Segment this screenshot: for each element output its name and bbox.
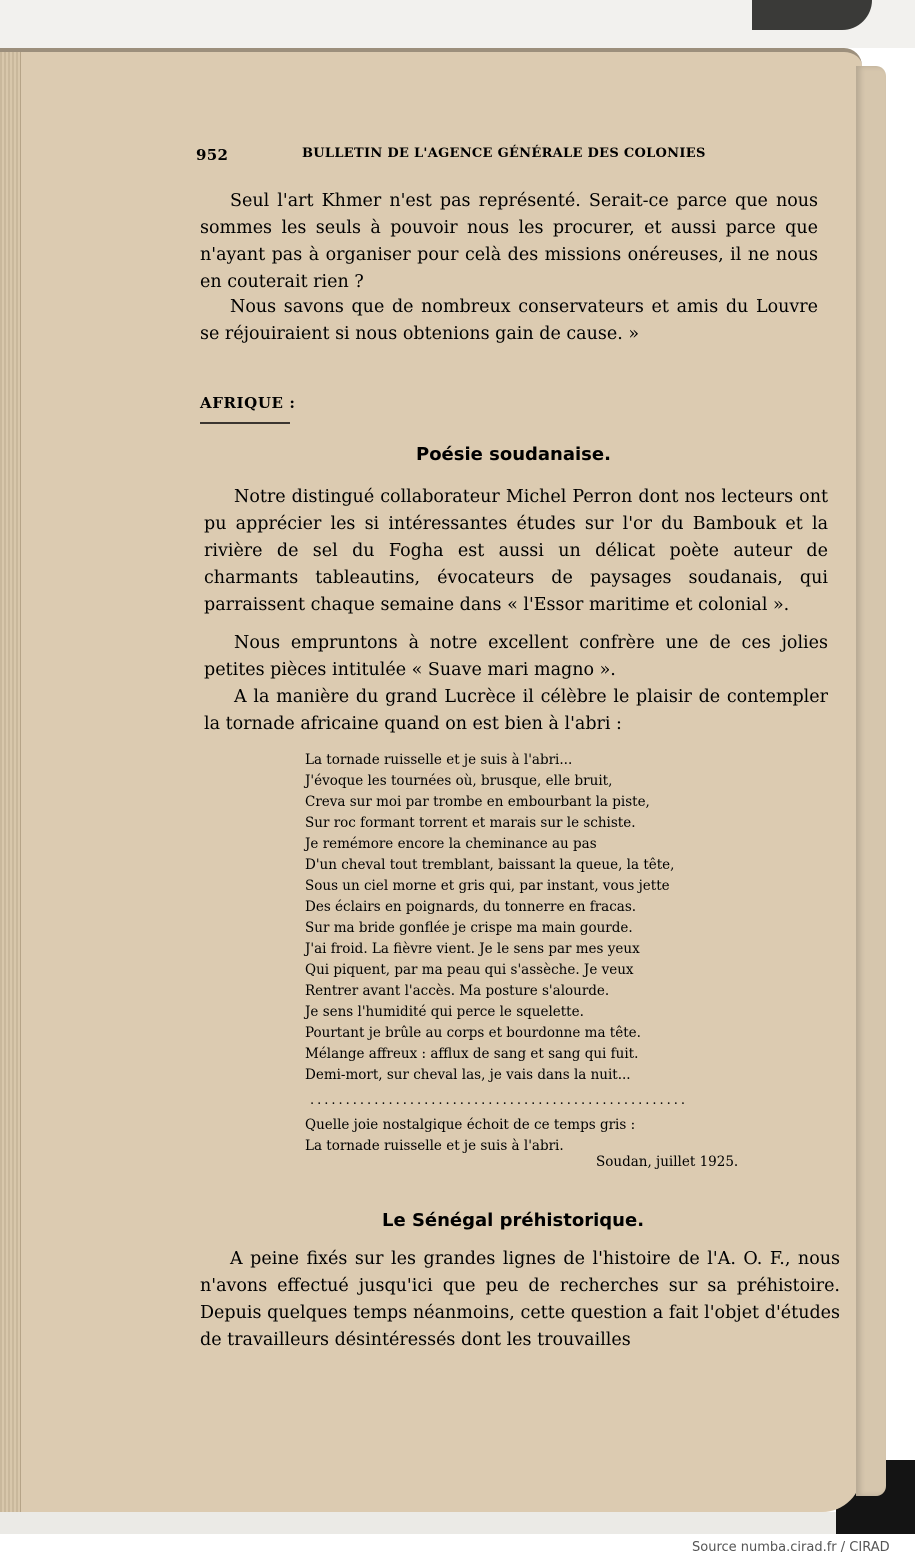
article-title-senegal: Le Sénégal préhistorique. [382,1210,645,1231]
intro-paragraph-2: Nous savons que de nombreux conservateurs et amis du Louvre se réjouiraient si nous obtenions gain de cause. » [200,297,818,344]
article1-paragraph-3: A la manière du grand Lucrèce il célèbre le plaisir de contempler la tornade africaine quand on est bien à l'abri : [204,687,828,734]
intro-paragraph-1: Seul l'art Khmer n'est pas représenté. Serait-ce parce que nous sommes les seuls à pouvoir nous les procurer, et aussi parce que n'ayant pas à organiser pour celà des missions onéreuses, il ne nous en couterait rien ? [200,191,818,292]
poem-ellipsis-row: ..................................................... [310,1093,689,1108]
poem-closing-line: Quelle joie nostalgique échoit de ce temps gris : [305,1117,636,1133]
article2-paragraph: A peine fixés sur les grandes lignes de l'histoire de l'A. O. F., nous n'avons effectué jusqu'ici que peu de recherches sur sa préhistoire. Depuis quelques temps néanmoins, cette question a fait l'objet d'études de travailleurs désintéressés dont les trouvailles [200,1249,840,1350]
poem-line: Des éclairs en poignards, du tonnerre en fracas. [305,899,637,915]
poem-line: La tornade ruisselle et je suis à l'abri... [305,752,573,768]
poem-line: Rentrer avant l'accès. Ma posture s'alourde. [305,983,610,999]
poem-line: J'évoque les tournées où, brusque, elle bruit, [305,773,613,789]
poem-closing-line: La tornade ruisselle et je suis à l'abri. [305,1138,564,1154]
poem-line: J'ai froid. La fièvre vient. Je le sens par mes yeux [305,941,640,957]
poem-signature: Soudan, juillet 1925. [596,1154,739,1170]
page-number: 952 [196,146,229,164]
page-curl [856,66,886,1496]
scan-background-bottom [0,1512,915,1534]
section-underline [200,422,290,424]
article1-paragraph-1: Notre distingué collaborateur Michel Perron dont nos lecteurs ont pu apprécier les si intéressantes études sur l'or du Bambouk et la rivière de sel du Fogha est aussi un délicat poète auteur de charmants tableautins, évocateurs de paysages soudanais, qui parraissent chaque semaine dans « l'Essor maritime et colonial ». [204,487,828,615]
poem-line: Creva sur moi par trombe en embourbant la piste, [305,794,650,810]
poem-line: Pourtant je brûle au corps et bourdonne ma tête. [305,1025,641,1041]
article-title-poesie: Poésie soudanaise. [416,444,611,465]
book-cover-top [752,0,872,30]
poem-line: Mélange affreux : afflux de sang et sang qui fuit. [305,1046,639,1062]
source-caption: Source numba.cirad.fr / CIRAD [692,1540,890,1555]
poem-line: Je sens l'humidité qui perce le squelette. [305,1004,584,1020]
poem-line: Sur roc formant torrent et marais sur le schiste. [305,815,636,831]
poem-line: Qui piquent, par ma peau qui s'assèche. Je veux [305,962,634,978]
poem-line: Sous un ciel morne et gris qui, par instant, vous jette [305,878,670,894]
section-label: AFRIQUE : [200,394,296,412]
poem-line: Demi-mort, sur cheval las, je vais dans la nuit... [305,1067,631,1083]
poem-line: Je remémore encore la cheminance au pas [305,836,597,852]
article1-paragraph-2: Nous empruntons à notre excellent confrère une de ces jolies petites pièces intitulée « Suave mari magno ». [204,633,828,680]
poem-line: D'un cheval tout tremblant, baissant la queue, la tête, [305,857,675,873]
poem-line: Sur ma bride gonflée je crispe ma main gourde. [305,920,633,936]
running-head-title: BULLETIN DE L'AGENCE GÉNÉRALE DES COLONIES [302,146,706,161]
stacked-page-edges [0,52,21,1512]
